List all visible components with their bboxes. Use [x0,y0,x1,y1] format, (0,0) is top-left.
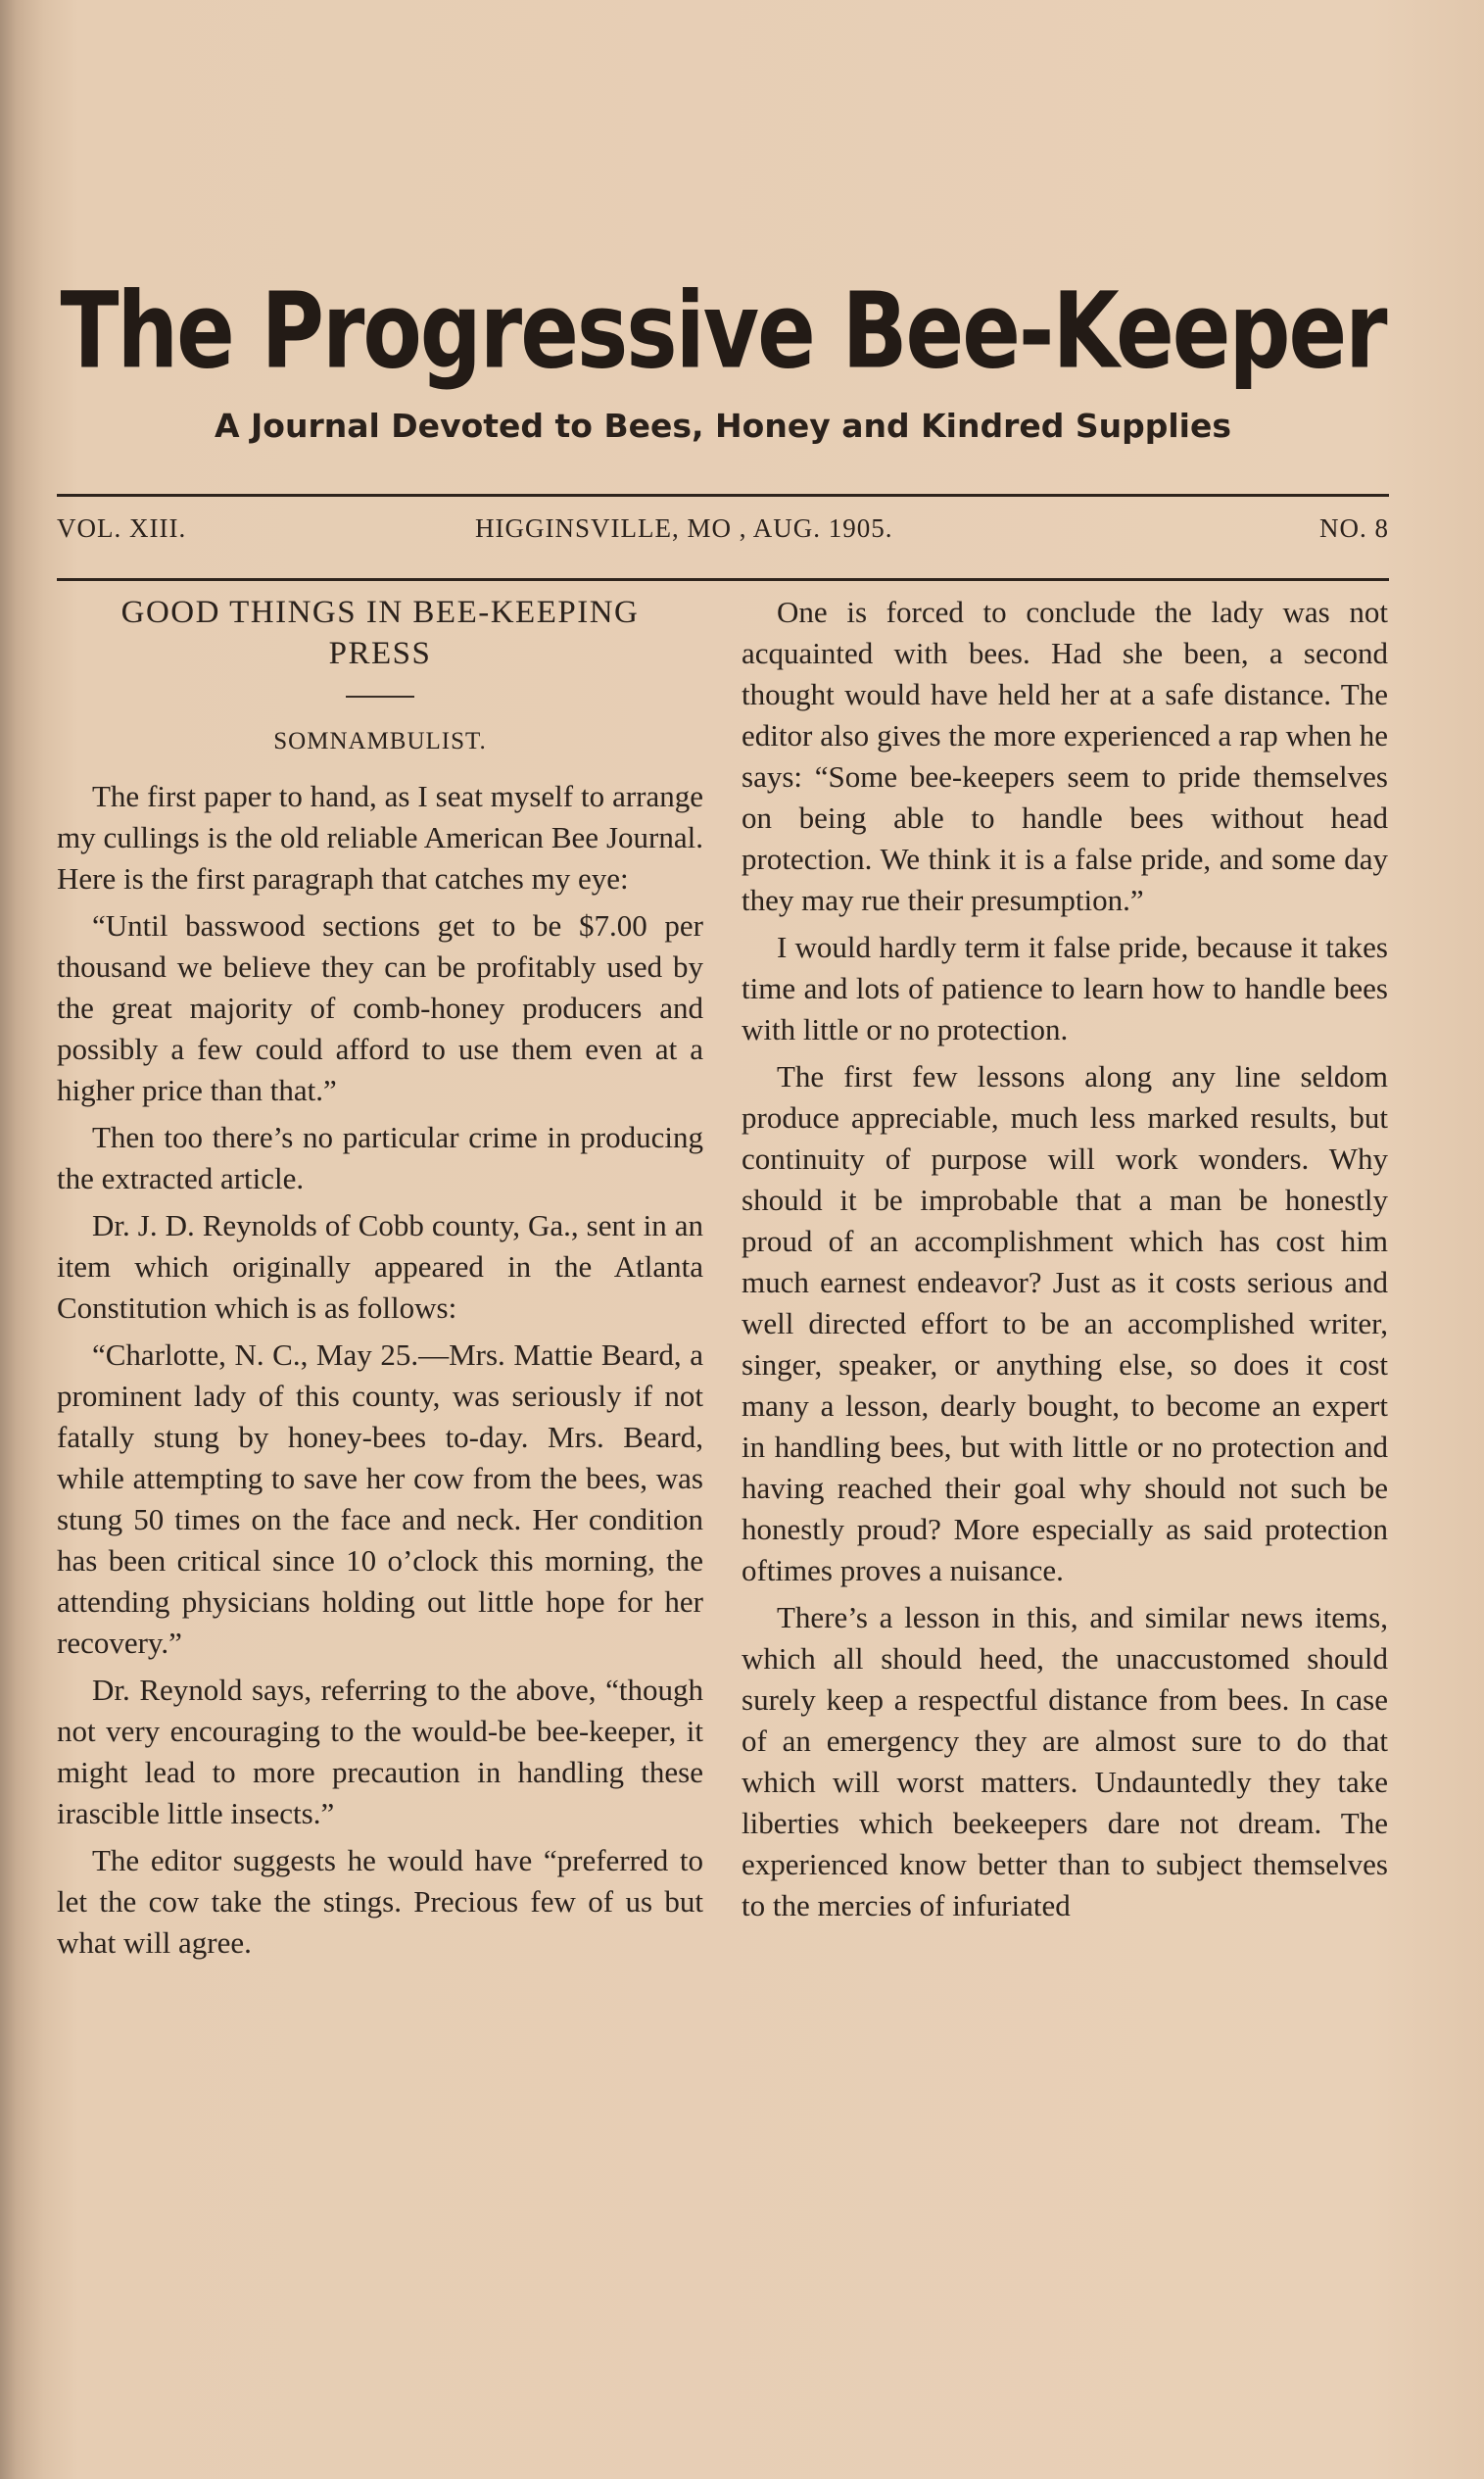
article-byline: SOMNAMBULIST. [273,728,487,754]
article-heading-line-1: GOOD THINGS IN BEE-KEEPING [120,595,640,630]
heading-divider [346,696,414,698]
paragraph: Dr. Reynold says, referring to the above, “though not very encouraging to the would-be bee-keeper, it might lead to more precaution in handling these irascible little insects.” [57,1673,703,1830]
volume-number: VOL. XIII. [57,513,187,543]
right-column [742,592,1388,1932]
issue-line [57,513,1389,553]
issue-number: NO. 8 [1319,513,1389,543]
masthead [57,268,1389,445]
paragraph: “Until basswood sections get to be $7.00 per thousand we believe they can be profitably used by the great majority of comb-honey producers and possibly a few could afford to use them even at a higher price than that.” [57,908,703,1107]
paragraph: The first few lessons along any line seldom produce appreciable, much less marked results, but continuity of purpose will work wonders. Why should it be improbable that a man be honestly proud of an accomplishment which has cost him much earnest endeavor? Just as it costs serious and well directed effort to be an accomplished writer, singer, speaker, or anything else, so does it cost many a lesson, dearly bought, to become an expert in handling bees, but with little or no protection and having reached their goal why should not such be honestly proud? More especially as said protection oftimes proves a nuisance. [742,1059,1388,1587]
paragraph: “Charlotte, N. C., May 25.—Mrs. Mattie Beard, a prominent lady of this county, was seriously if not fatally stung by honey-bees to-day. Mrs. Beard, while attempting to save her cow from the bees, was stung 50 times on the face and neck. Her condition has been critical since 10 o’clock this morning, the attending physicians holding out little hope for her recovery.” [57,1337,703,1660]
paragraph: Then too there’s no particular crime in producing the extracted article. [57,1120,703,1195]
paragraph: There’s a lesson in this, and similar news items, which all should heed, the unaccustomed should surely keep a respectful distance from bees. In case of an emergency they are almost sure to do that which will worst matters. Undauntedly they take liberties which beekeepers dare not dream. The experienced know better than to subject themselves to the mercies of infuriated [742,1600,1388,1922]
paragraph: The editor suggests he would have “preferred to let the cow take the stings. Precious few of us but what will agree. [57,1843,703,1960]
place-and-date: HIGGINSVILLE, MO , AUG. 1905. [475,513,893,543]
paragraph: One is forced to conclude the lady was not acquainted with bees. Had she been, a second thought would have held her at a safe distance. The editor also gives the more experienced a rap when he says: “Some bee-keepers seem to pride themselves on being able to handle bees without head protection. We think it is a false pride, and some day they may rue their presumption.” [742,595,1388,917]
article-heading-line-2: PRESS [328,636,432,671]
masthead-rule-top [57,494,1389,497]
masthead-rule-bottom [57,578,1389,581]
journal-subtitle: A Journal Devoted to Bees, Honey and Kindred Supplies [214,406,1231,445]
journal-title: The Progressive Bee-Keeper [60,268,1386,393]
left-column [57,592,703,1969]
paragraph: The first paper to hand, as I seat myself to arrange my cullings is the old reliable American Bee Journal. Here is the first paragraph that catches my eye: [57,779,703,896]
paragraph: I would hardly term it false pride, because it takes time and lots of patience to learn how to handle bees with little or no protection. [742,930,1388,1046]
paragraph: Dr. J. D. Reynolds of Cobb county, Ga., sent in an item which originally appeared in the Atlanta Constitution which is as follows: [57,1208,703,1325]
